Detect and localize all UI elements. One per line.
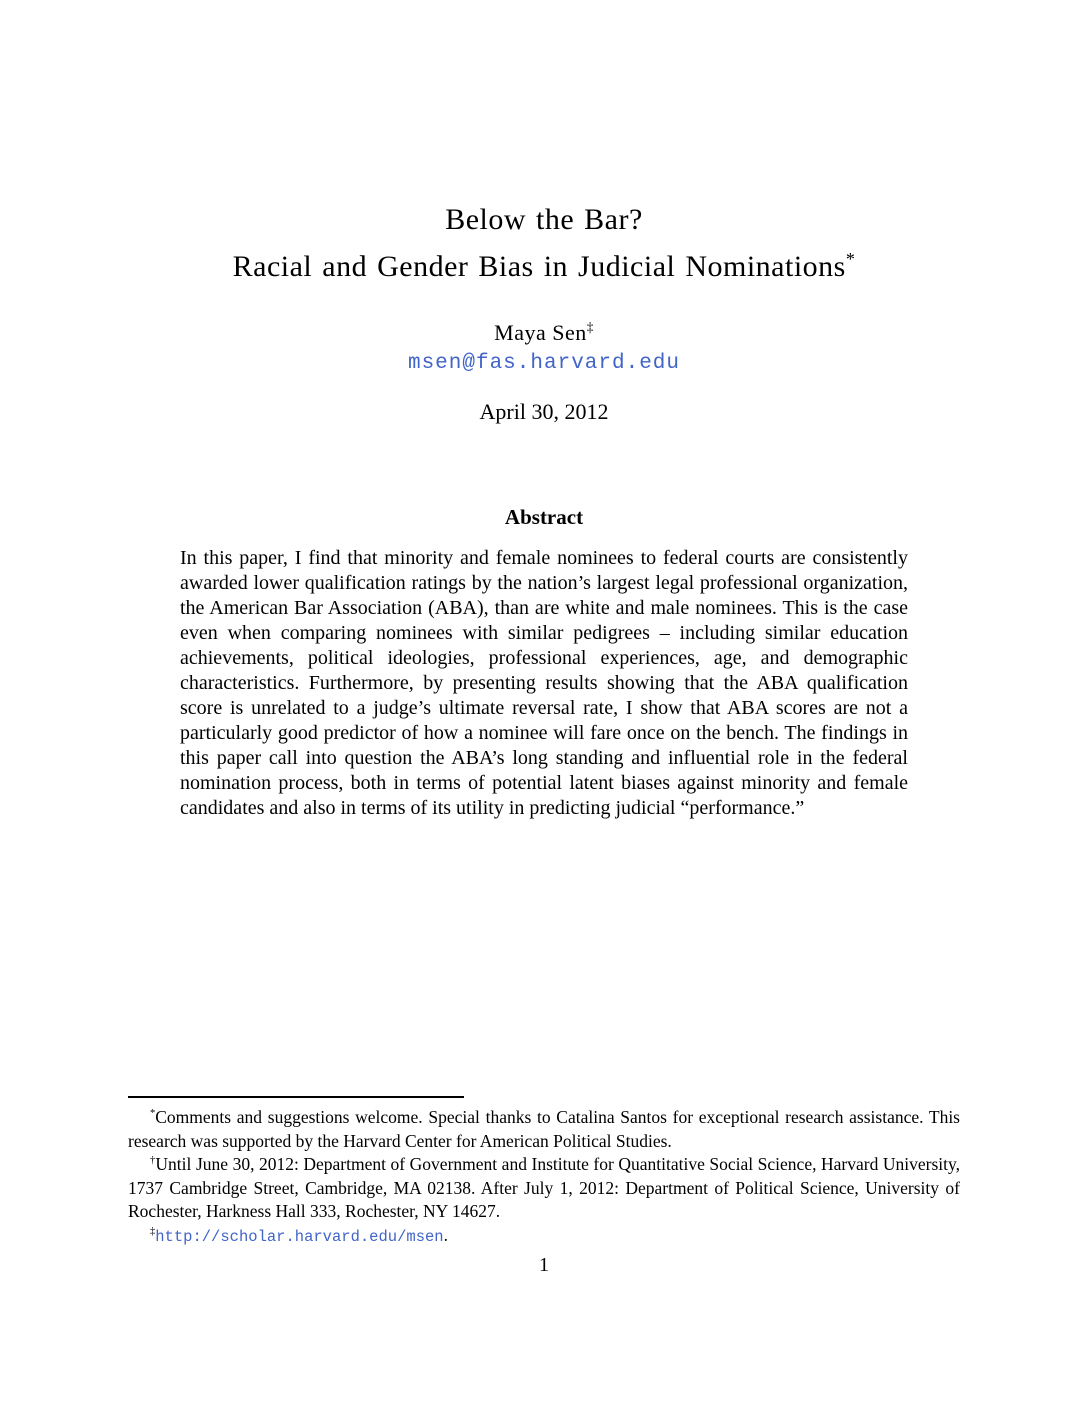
paper-date: April 30, 2012 [479, 399, 609, 424]
footnote-website-suffix: . [443, 1224, 448, 1245]
abstract-section [0, 505, 1088, 821]
page-number: 1 [539, 1254, 549, 1276]
paper-title [0, 196, 1088, 290]
author-email-link[interactable]: msen@fas.harvard.edu [407, 352, 681, 375]
footnote-comments-text: Comments and suggestions welcome. Special thanks to Catalina Santos for exceptional research assistance. This research was supported by the Harvard Center for American Political Studies. [128, 1107, 960, 1151]
footnote-website-marker: ‡ [150, 1225, 156, 1237]
title-line-2-text: Racial and Gender Bias in Judicial Nominations [232, 250, 846, 283]
footnote-website-link[interactable]: http://scholar.harvard.edu/msen [155, 1227, 444, 1246]
author-email-line [0, 352, 1088, 375]
abstract-body: In this paper, I find that minority and female nominees to federal courts are consistently awarded lower qualification ratings by the nation’s largest legal professional organization, the American Bar Association (ABA), than are white and male nominees. This is the case even when comparing nominees with similar pedigrees – including similar education achievements, political ideologies, professional experiences, age, and demographic characteristics. Furthermore, by presenting results showing that the ABA qualification score is unrelated to a judge’s ultimate reversal rate, I show that ABA scores are not a particularly good predictor of how a nominee will fare once on the bench. The findings in this paper call into question the ABA’s long standing and influential role in the federal nomination process, both in terms of potential latent biases against minority and female candidates and also in terms of its utility in predicting judicial “performance.” [180, 547, 908, 819]
footnote-affiliation-marker: † [150, 1155, 156, 1167]
author-footnote-marker: ‡ [586, 319, 594, 335]
footnote-rule [128, 1096, 464, 1098]
footnote-website [128, 1224, 960, 1250]
footnote-affiliation [128, 1153, 960, 1224]
title-footnote-marker: * [845, 249, 856, 269]
author-name: Maya Sen [494, 320, 587, 345]
footnote-comments-marker: * [150, 1108, 156, 1120]
title-line-1: Below the Bar? [445, 203, 643, 236]
title-line-2 [0, 243, 1088, 290]
footnote-affiliation-text: Until June 30, 2012: Department of Government and Institute for Quantitative Social Science, Harvard University, 1737 Cambridge Street, Cambridge, MA 02138. After July 1, 2012: Department of Political Science, University of Rochester, Harkness Hall 333, Rochester, NY 14627. [128, 1154, 960, 1221]
footnote-comments [128, 1106, 960, 1153]
footnotes-section [128, 1096, 960, 1249]
abstract-heading: Abstract [504, 505, 584, 529]
author-line [0, 320, 1088, 346]
title-block [0, 0, 1088, 425]
